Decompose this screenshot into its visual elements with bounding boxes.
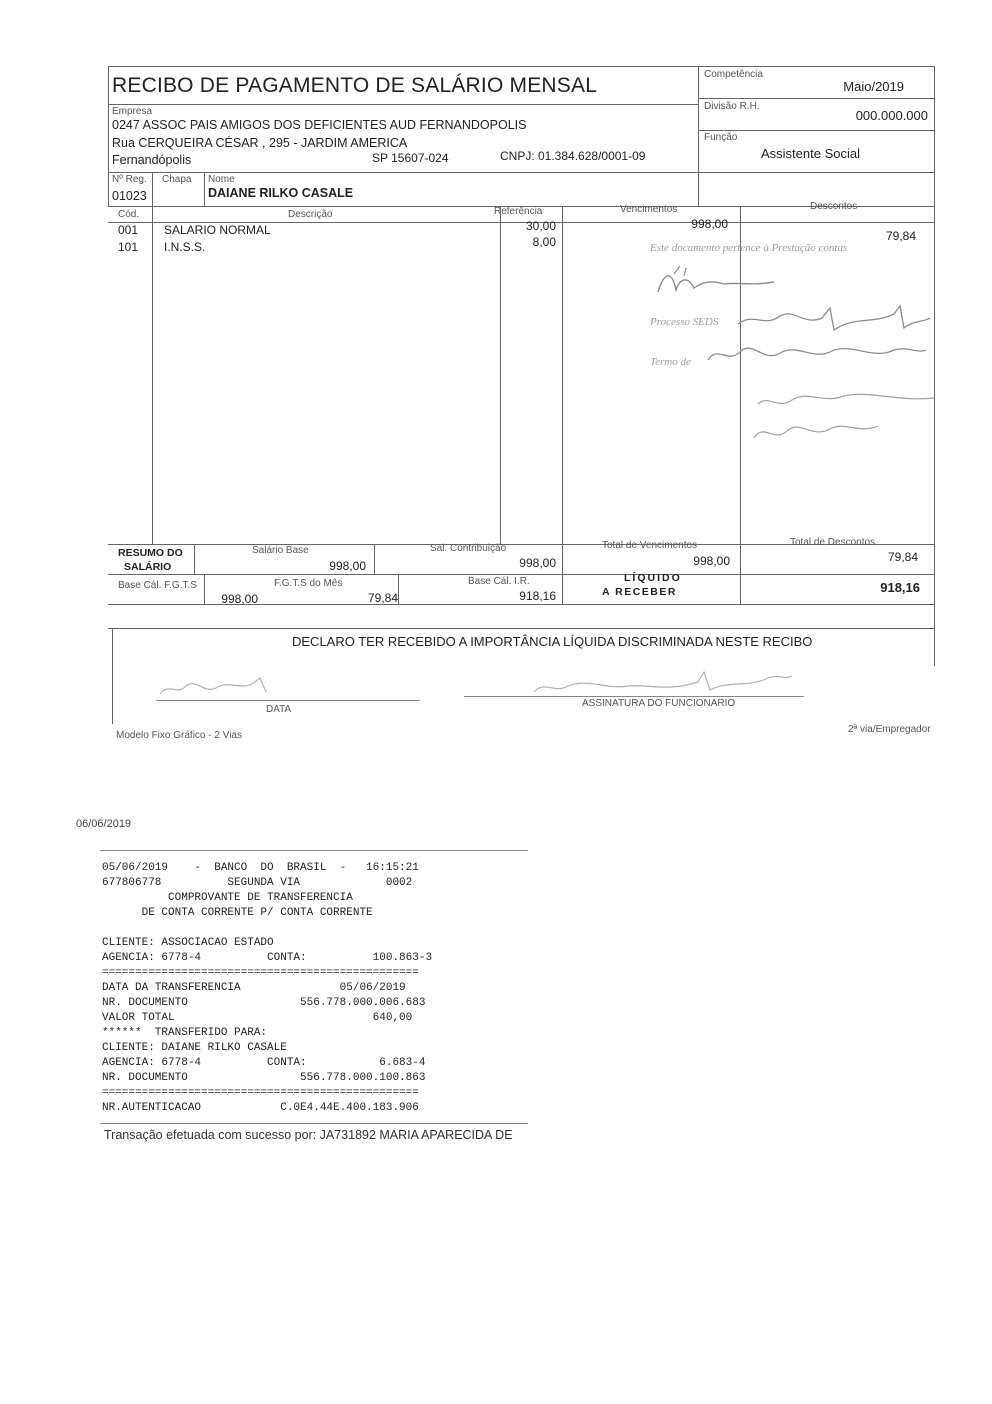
base-ir-value: 918,16 bbox=[519, 589, 556, 603]
total-descontos-label: Total de Descontos bbox=[790, 537, 876, 548]
empresa-cnpj: CNPJ: 01.384.628/0001-09 bbox=[500, 149, 646, 163]
receipt-right-border bbox=[934, 66, 935, 666]
resumo-label-1: RESUMO DO bbox=[118, 547, 183, 559]
sal-contribuicao-label: Sal. Contribuição bbox=[430, 543, 507, 554]
comprovante-line: VALOR TOTAL 640,00 bbox=[102, 1012, 413, 1024]
nreg-divider bbox=[152, 172, 153, 206]
funcao-value: Assistente Social bbox=[761, 146, 860, 161]
summary-divider bbox=[562, 544, 563, 604]
title-underline bbox=[108, 104, 698, 105]
competencia-value: Maio/2019 bbox=[843, 79, 904, 94]
divisao-value: 000.000.000 bbox=[855, 108, 928, 123]
empresa-name: 0247 ASSOC PAIS AMIGOS DOS DEFICIENTES AUD FERNANDOPOLIS bbox=[112, 118, 527, 132]
summary-mid-line bbox=[108, 574, 934, 575]
declaration-top-line bbox=[108, 628, 934, 629]
stamp-line-2: Processo SEDS bbox=[650, 316, 719, 328]
chapa-divider bbox=[204, 172, 205, 206]
date-handwriting bbox=[156, 670, 286, 702]
col-vencimentos: Vencimentos bbox=[620, 204, 678, 215]
col-descontos: Descontos bbox=[810, 201, 858, 212]
comprovante-line: ****** TRANSFERIDO PARA: bbox=[102, 1027, 268, 1039]
comprovante-line: NR. DOCUMENTO 556.778.000.006.683 bbox=[102, 997, 426, 1009]
header-divider bbox=[698, 66, 699, 206]
date-line bbox=[156, 700, 420, 701]
comprovante-line: AGENCIA: 6778-4 CONTA: 100.863-3 bbox=[102, 952, 433, 964]
nreg-label: Nº Reg. bbox=[112, 174, 147, 185]
nome-label: Nome bbox=[208, 174, 235, 185]
receipt-title: RECIBO DE PAGAMENTO DE SALÁRIO MENSAL bbox=[112, 74, 598, 97]
summary-divider bbox=[398, 574, 399, 604]
declaration-left-border bbox=[112, 628, 113, 724]
col-divider bbox=[500, 206, 501, 544]
comprovante-line: DATA DA TRANSFERENCIA 05/06/2019 bbox=[102, 982, 406, 994]
comprovante-footer: Transação efetuada com sucesso por: JA731892 MARIA APARECIDA DE bbox=[104, 1128, 513, 1142]
liquido-value: 918,16 bbox=[880, 580, 920, 595]
comprovante-top-line bbox=[100, 850, 528, 851]
comprovante-bottom-line bbox=[100, 1123, 528, 1124]
comprovante-line: CLIENTE: ASSOCIACAO ESTADO bbox=[102, 937, 274, 949]
employee-name: DAIANE RILKO CASALE bbox=[208, 186, 354, 200]
resumo-label-2: SALÁRIO bbox=[124, 561, 172, 573]
handwriting-notes bbox=[748, 382, 948, 452]
comprovante-line: AGENCIA: 6778-4 CONTA: 6.683-4 bbox=[102, 1057, 426, 1069]
stamp-line-3: Termo de bbox=[650, 356, 691, 368]
data-label: DATA bbox=[266, 704, 292, 715]
item-referencia: 30,00 bbox=[525, 219, 556, 233]
total-descontos-value: 79,84 bbox=[887, 550, 918, 564]
chapa-label: Chapa bbox=[162, 174, 192, 185]
handwriting-process bbox=[734, 302, 934, 336]
item-cod: 001 bbox=[118, 223, 139, 237]
divisao-label: Divisão R.H. bbox=[704, 101, 760, 112]
funcao-label: Função bbox=[704, 132, 738, 143]
item-cod: 101 bbox=[118, 240, 139, 254]
salario-base-value: 998,00 bbox=[329, 559, 366, 573]
modelo-note: Modelo Fixo Gráfico - 2 Vias bbox=[116, 730, 242, 741]
col-divider bbox=[562, 206, 563, 544]
receipt-top-border bbox=[108, 66, 934, 67]
header-hline bbox=[698, 130, 934, 131]
total-vencimentos-label: Total de Vencimentos bbox=[602, 540, 698, 551]
empresa-label: Empresa bbox=[112, 106, 153, 117]
empresa-uf-cep: SP 15607-024 bbox=[372, 151, 449, 165]
assinatura-label: ASSINATURA DO FUNCIONARIO bbox=[582, 698, 736, 709]
sal-contribuicao-value: 998,00 bbox=[519, 556, 556, 570]
base-ir-label: Base Cál. I.R. bbox=[468, 576, 530, 587]
empresa-address: Rua CERQUEIRA CÉSAR , 295 - JARDIM AMERICA bbox=[112, 136, 408, 150]
comprovante-line: COMPROVANTE DE TRANSFERENCIA bbox=[102, 892, 353, 904]
comprovante-line: NR.AUTENTICACAO C.0E4.44E.400.183.906 bbox=[102, 1102, 419, 1114]
empresa-city: Fernandópolis bbox=[112, 153, 192, 167]
item-descricao: I.N.S.S. bbox=[164, 240, 206, 254]
comprovante-line: 05/06/2019 - BANCO DO BRASIL - 16:15:21 bbox=[102, 862, 419, 874]
handwriting-term bbox=[704, 338, 930, 372]
col-cod: Cód. bbox=[118, 209, 140, 220]
item-referencia: 8,00 bbox=[532, 235, 556, 249]
fgts-mes-label: F.G.T.S do Mês bbox=[274, 578, 343, 589]
comprovante-line: ================================================ bbox=[102, 967, 419, 979]
comprovante-line: CLIENTE: DAIANE RILKO CASALE bbox=[102, 1042, 287, 1054]
comprovante-line: DE CONTA CORRENTE P/ CONTA CORRENTE bbox=[102, 907, 373, 919]
base-fgts-value: 998,00 bbox=[221, 592, 258, 606]
competencia-label: Competência bbox=[704, 69, 763, 80]
print-date: 06/06/2019 bbox=[76, 818, 132, 830]
liquido-label-2: A RECEBER bbox=[602, 586, 677, 598]
item-vencimentos: 998,00 bbox=[691, 217, 728, 231]
nreg-value: 01023 bbox=[112, 189, 147, 203]
item-descontos: 79,84 bbox=[885, 229, 916, 243]
company-underline bbox=[108, 172, 934, 173]
declaration-text: DECLARO TER RECEBIDO A IMPORTÂNCIA LÍQUIDA DISCRIMINADA NESTE RECIBO bbox=[292, 634, 813, 649]
comprovante-line: NR. DOCUMENTO 556.778.000.100.863 bbox=[102, 1072, 426, 1084]
comprovante-line: 677806778 SEGUNDA VIA 0002 bbox=[102, 877, 413, 889]
base-fgts-label: Base Cál. F.G.T.S bbox=[118, 580, 197, 591]
col-divider bbox=[740, 206, 741, 544]
liquido-label-1: LÍQUIDO bbox=[624, 572, 682, 584]
signature-line bbox=[464, 696, 804, 697]
col-referencia: Referência bbox=[494, 206, 543, 217]
handwriting-signature bbox=[654, 262, 784, 302]
col-divider bbox=[152, 206, 153, 544]
col-descricao: Descrição bbox=[288, 209, 333, 220]
receipt-left-border bbox=[108, 66, 109, 206]
header-hline bbox=[698, 98, 934, 99]
salario-base-label: Salário Base bbox=[252, 545, 309, 556]
item-descricao: SALARIO NORMAL bbox=[164, 223, 271, 237]
stamp-line-1: Este documento pertence à Prestação contas bbox=[650, 242, 848, 254]
comprovante-line: ================================================ bbox=[102, 1087, 419, 1099]
total-vencimentos-value: 998,00 bbox=[693, 554, 730, 568]
fgts-mes-value: 79,84 bbox=[367, 591, 398, 605]
via-note: 2ª via/Empregador bbox=[848, 724, 931, 735]
salary-receipt bbox=[108, 66, 934, 730]
